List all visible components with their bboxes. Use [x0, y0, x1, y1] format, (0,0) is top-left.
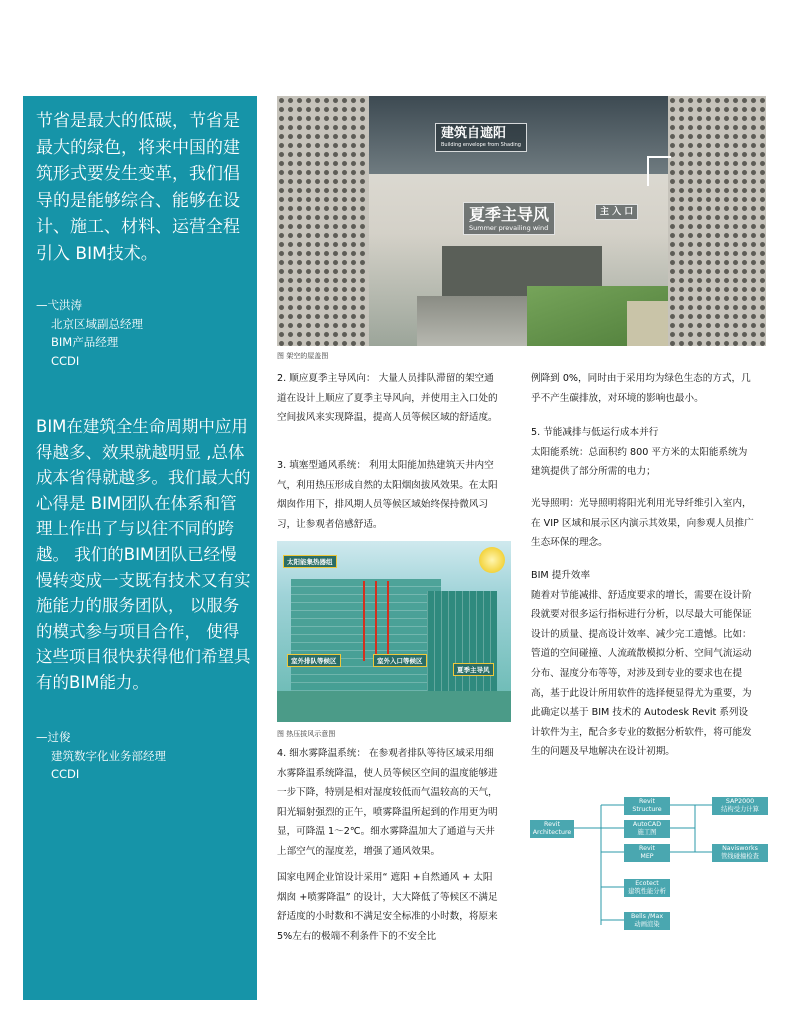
entrance-label: 主 入 口: [595, 204, 638, 220]
attribution-guo-jun: [36, 728, 166, 784]
diagram-label-queue: 室外排队等候区: [287, 654, 341, 667]
perforated-facade-right: [668, 96, 766, 346]
diagram-label-wind: 夏季主导风: [453, 663, 494, 676]
node-sap2000: SAP2000 结构受力计算: [712, 797, 768, 815]
paragraph-4: 4. 细水雾降温系统： 在参观者排队等待区域采用细水雾降温系统降温，使人员等候区空间的温度能够进一步下降，特别是相对湿度较低而气温较高的天气，阳光辐射强烈的正午，喷雾降温所起到的作用更为明显，可降温 1～2℃。细水雾降温加大了通道与天井上部空气的湿度差，增强了通风效果。: [277, 748, 498, 857]
paragraph-2: 2. 顺应夏季主导风向： 大量人员排队滞留的架空通道在设计上顺应了夏季主导风向，并使用主入口处的空间拔风来实现降温，提高人员等候区域的舒适度。: [277, 373, 498, 424]
attribution-title: 北京区域副总经理: [51, 316, 143, 331]
photo-caption: 图 架空的屋盖图: [277, 352, 329, 360]
attribution-company: CCDI: [51, 767, 80, 781]
paragraph-3: 3. 填塞型通风系统： 利用太阳能加热建筑天井内空气，利用热压形成自然的太阳烟囱拔风效果。在太阳烟囱作用下，排风期人员等候区域始终保持微风习习，让参观者倍感舒适。: [277, 460, 498, 530]
walkway: [417, 296, 537, 346]
node-ecotect: Ecotect 建筑性能分析: [624, 879, 670, 897]
paragraph-right-c: 光导照明：光导照明将阳光利用光导纤维引入室内，在 VIP 区域和展示区内演示其效果，向参观人员推广生态环保的理念。: [531, 498, 754, 549]
attribution-name: —弋洪涛: [36, 298, 82, 312]
wind-arrow-icon: [647, 156, 671, 186]
thermal-chimney-diagram: [277, 541, 511, 722]
diagram-label-collector: 太阳能集热器组: [283, 555, 337, 568]
perforated-facade-left: [277, 96, 369, 346]
sun-icon: [479, 547, 505, 573]
node-revit-architecture: Revit Architecture: [530, 820, 574, 838]
paragraph-right-b: 5. 节能减排与低运行成本并行 太阳能系统：总面积约 800 平方米的太阳能系统为建筑提供了部分所需的电力；: [531, 427, 748, 478]
building-section-right: [427, 591, 497, 701]
attribution-title: BIM产品经理: [51, 335, 119, 349]
quote-sidebar: [23, 96, 257, 1000]
ground: [277, 691, 511, 722]
shading-label: 建筑自遮阳 Building envelope from Shading: [435, 123, 527, 152]
node-revit-mep: Revit MEP: [624, 844, 670, 862]
attribution-name: —过俊: [36, 730, 71, 744]
attribution-company: CCDI: [51, 353, 80, 368]
node-autocad: AutoCAD 施工图: [624, 820, 670, 838]
wind-label: 夏季主导风 Summer prevailing wind: [463, 202, 555, 235]
software-workflow-diagram: [530, 795, 775, 940]
node-bells-max: Bells /Max 动画渲染: [624, 912, 670, 930]
building-section: [291, 579, 441, 699]
airflow-arrow: [363, 581, 365, 661]
diagram-label-entrance: 室外入口等候区: [373, 654, 427, 667]
node-navisworks: Navisworks 管线碰撞检查: [712, 844, 768, 862]
attribution-title: 建筑数字化业务部经理: [51, 748, 166, 763]
airflow-arrow: [387, 581, 389, 661]
building-entrance-photo: [277, 96, 766, 346]
airflow-arrow: [375, 581, 377, 661]
attribution-yi-hongtao: [36, 296, 143, 370]
paragraph-5: 国家电网企业馆设计采用“ 遮阳 +自然通风 + 太阳烟囱 +喷雾降温” 的设计，大大降低了等候区不满足舒适度的小时数和不满足安全标准的小时数，将原来 5%左右的极端不利条件下的不安全比: [277, 872, 498, 942]
quote-yi-hongtao: 节省是最大的低碳，节省是最大的绿色，将来中国的建筑形式要发生变革，我们倡导的是能够综合、能够在设计、施工、材料、运营全程引入 BIM技术。: [36, 111, 240, 264]
quote-guo-jun: BIM在建筑全生命周期中应用得越多、效果就越明显 ,总体成本省得就越多。我们最大的心得是 BIM团队在体系和管理上作出了与以往不同的跨越。 我们的BIM团队已经慢慢转变成一支既有技术又有实施能力的服务团队， 以服务的模式参与项目合作， 使得这些项目很快获得他们希望具有的BIM能力。: [36, 417, 251, 692]
paragraph-bim-efficiency: BIM 提升效率 随着对节能减排、舒适度要求的增长，需要在设计阶段就要对很多运行指标进行分析，以尽最大可能保证设计的质量、提高设计效率、减少完工遗憾。比如：管道的空间碰撞、人流疏散模拟分析、空间气流运动分布、湿度分布等等，对涉及到专业的要求也在提高，基于此设计所用软件的选择便显得尤为重要，为此确定以基于 BIM 技术的 Autodesk Revit 系列设计软件为主，配合多专业的数据分析软件，将可能发生的问题及早地解决在设计初期。: [531, 570, 752, 758]
node-revit-structure: Revit Structure: [624, 797, 670, 815]
paragraph-right-a: 例降到 0%，同时由于采用均为绿色生态的方式，几乎不产生碳排放，对环境的影响也最小。: [531, 373, 751, 404]
diagram-caption: 图 热压拔风示意图: [277, 730, 336, 738]
